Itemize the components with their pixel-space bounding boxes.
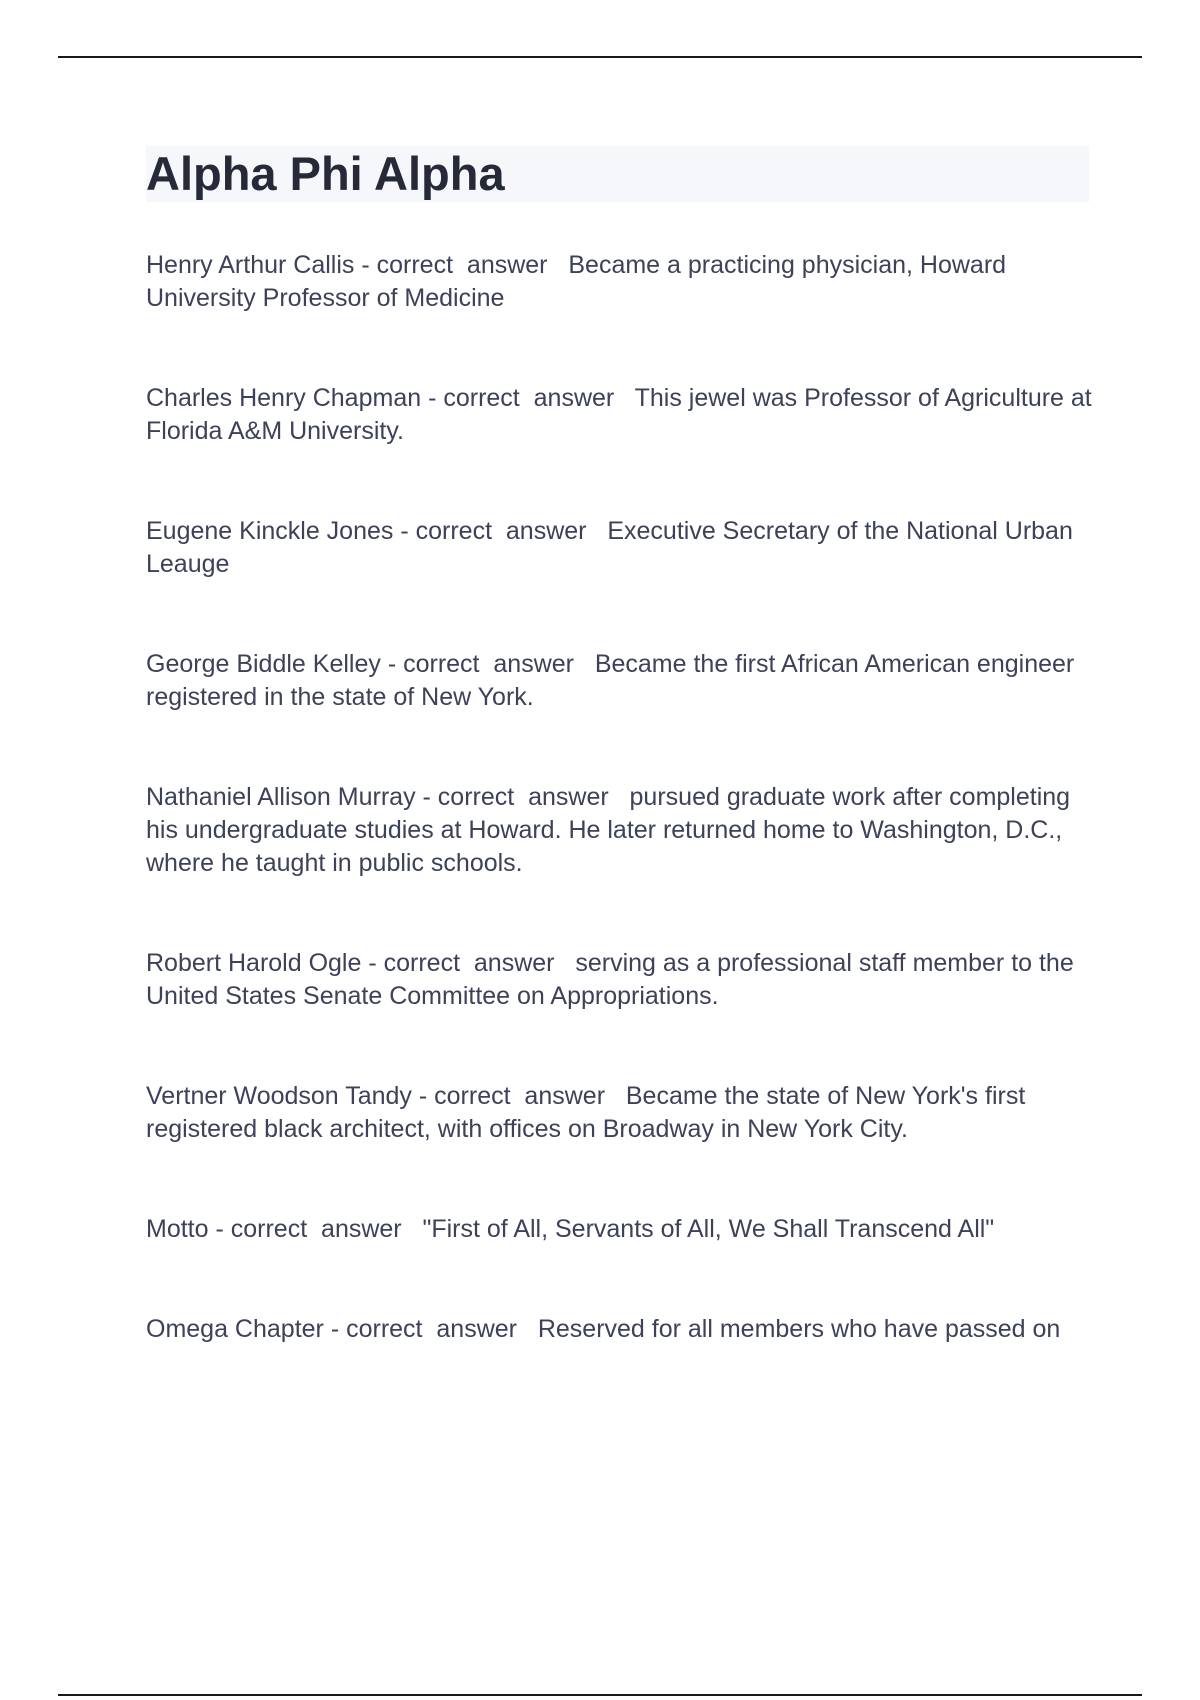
- flashcard-term: Nathaniel Allison Murray: [146, 783, 416, 811]
- flashcard-answer: Reserved for all members who have passed on: [537, 1315, 1061, 1343]
- flashcard-separator: - correct answer: [411, 1082, 626, 1110]
- flashcard-item: [146, 648, 1096, 714]
- top-rule: [58, 56, 1142, 58]
- flashcard-term: Charles Henry Chapman: [146, 384, 422, 412]
- page-title: Alpha Phi Alpha: [146, 147, 505, 200]
- flashcard-term: George Biddle Kelley: [146, 650, 381, 678]
- flashcard-answer: Became the first African American engineer registered in the state of New York.: [146, 650, 1075, 711]
- flashcard-separator: - correct answer: [393, 517, 608, 545]
- flashcard-term: Omega Chapter: [146, 1315, 324, 1343]
- flashcard-item: [146, 781, 1096, 880]
- flashcard-separator: - correct answer: [354, 251, 569, 279]
- flashcard-list: [146, 249, 1096, 1413]
- flashcard-separator: - correct answer: [361, 949, 576, 977]
- flashcard-term: Eugene Kinckle Jones: [146, 517, 394, 545]
- flashcard-answer: Executive Secretary of the National Urban Leauge: [146, 517, 1073, 578]
- flashcard-term: Vertner Woodson Tandy: [146, 1082, 412, 1110]
- flashcard-answer: pursued graduate work after completing his undergraduate studies at Howard. He later returned home to Washington, D.C., where he taught in public schools.: [146, 783, 1071, 877]
- flashcard-separator: - correct answer: [323, 1315, 538, 1343]
- flashcard-separator: - correct answer: [380, 650, 595, 678]
- flashcard-separator: - correct answer: [208, 1215, 423, 1243]
- flashcard-item: [146, 249, 1096, 315]
- flashcard-answer: "First of All, Servants of All, We Shall Transcend All": [422, 1215, 995, 1243]
- flashcard-item: [146, 947, 1096, 1013]
- flashcard-separator: - correct answer: [415, 783, 630, 811]
- flashcard-item: [146, 1213, 1096, 1246]
- flashcard-item: [146, 1080, 1096, 1146]
- flashcard-answer: Became a practicing physician, Howard University Professor of Medicine: [146, 251, 1007, 312]
- bottom-rule: [58, 1694, 1142, 1696]
- flashcard-item: [146, 1313, 1096, 1346]
- flashcard-answer: serving as a professional staff member to the United States Senate Committee on Appropriations.: [146, 949, 1074, 1010]
- flashcard-term: Henry Arthur Callis: [146, 251, 355, 279]
- flashcard-term: Motto: [146, 1215, 209, 1243]
- flashcard-answer: This jewel was Professor of Agriculture at Florida A&M University.: [146, 384, 1092, 445]
- flashcard-term: Robert Harold Ogle: [146, 949, 362, 977]
- flashcard-separator: - correct answer: [421, 384, 635, 412]
- flashcard-item: [146, 382, 1096, 448]
- flashcard-answer: Became the state of New York's first registered black architect, with offices on Broadway in New York City.: [146, 1082, 1026, 1143]
- flashcard-item: [146, 515, 1096, 581]
